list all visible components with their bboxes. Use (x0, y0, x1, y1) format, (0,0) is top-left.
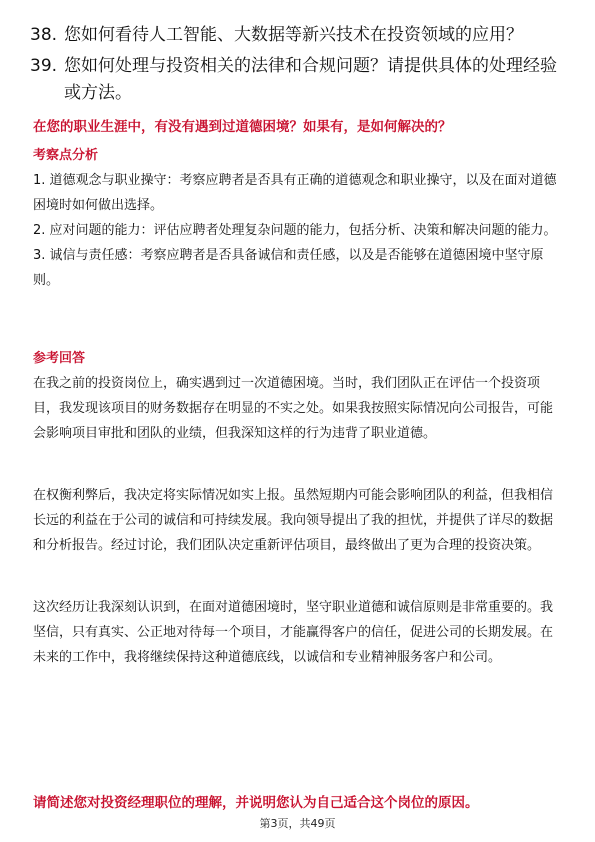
page-footer: 第3页，共49页 (259, 817, 336, 830)
analysis-section (33, 146, 563, 293)
question-number: 39. (30, 56, 58, 76)
analysis-point: 3. 诚信与责任感：考察应聘者是否具备诚信和责任感，以及是否能够在道德困境中坚守原则。 (33, 248, 544, 288)
main-question-title: 在您的职业生涯中，有没有遇到过道德困境？如果有，是如何解决的？ (33, 119, 452, 135)
answer-paragraph: 在我之前的投资岗位上，确实遇到过一次道德困境。当时，我们团队正在评估一个投资项目，我发现该项目的财务数据存在明显的不实之处。如果我按照实际情况向公司报告，可能会影响项目审批和团队的业绩，但我深知这样的行为违背了职业道德。 (33, 376, 554, 441)
question-text: 您如何看待人工智能、大数据等新兴技术在投资领域的应用？ (64, 25, 523, 45)
answer-paragraph: 这次经历让我深刻认识到，在面对道德困境时，坚守职业道德和诚信原则是非常重要的。我坚信，只有真实、公正地对待每一个项目，才能赢得客户的信任，促进公司的长期发展。在未来的工作中，我将继续保持这种道德底线，以诚信和专业精神服务客户和公司。 (33, 600, 554, 665)
question-text: 您如何处理与投资相关的法律和合规问题？请提供具体的处理经验或方法。 (64, 56, 557, 103)
answer-heading: 参考回答 (33, 351, 86, 366)
main-question (33, 117, 563, 137)
analysis-point: 2. 应对问题的能力：评估应聘者处理复杂问题的能力，包括分析、决策和解决问题的能力。 (33, 223, 557, 238)
next-question (33, 793, 563, 813)
next-question-title: 请简述您对投资经理职位的理解，并说明您认为自己适合这个岗位的原因。 (33, 795, 479, 811)
analysis-heading: 考察点分析 (33, 148, 99, 163)
answer-body (33, 371, 563, 670)
question-number: 38. (30, 25, 58, 45)
question-item-38 (30, 22, 570, 49)
question-list (30, 22, 570, 111)
question-item-39 (30, 53, 570, 107)
analysis-point: 1. 道德观念与职业操守：考察应聘者是否具有正确的道德观念和职业操守，以及在面对道德困境时如何做出选择。 (33, 173, 557, 213)
analysis-points (33, 168, 563, 293)
answer-paragraph: 在权衡利弊后，我决定将实际情况如实上报。虽然短期内可能会影响团队的利益，但我相信长远的利益在于公司的诚信和可持续发展。我向领导提出了我的担忧，并提供了详尽的数据和分析报告。经过讨论，我们团队决定重新评估项目，最终做出了更为合理的投资决策。 (33, 488, 554, 553)
answer-section (33, 349, 563, 670)
